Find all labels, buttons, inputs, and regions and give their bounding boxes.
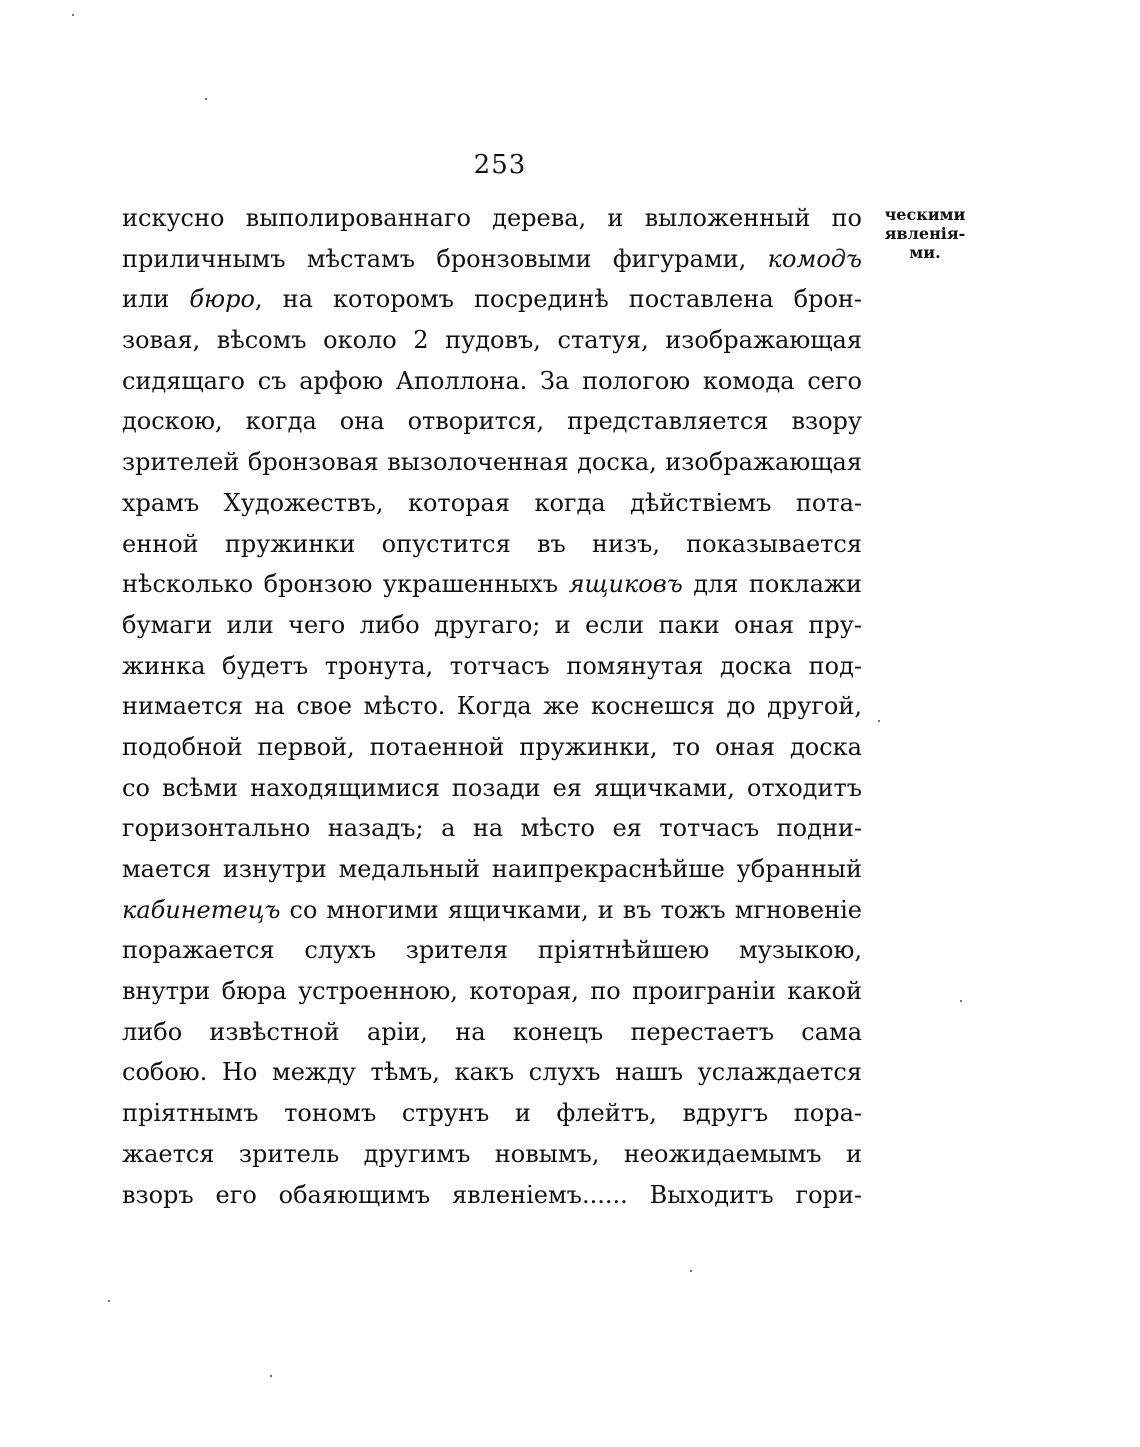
text-segment: поражается слухъ зрителя пріятнѣйшею музыкою, <box>122 936 862 965</box>
text-segment: сидящаго съ арфою Аполлона. За пологою комода сего <box>122 366 862 395</box>
text-segment: взоръ его обаяющимъ явленіемъ...... Выходитъ гори- <box>122 1180 862 1209</box>
text-line <box>122 239 862 280</box>
text-segment: зовая, вѣсомъ около 2 пудовъ, статуя, изображающая <box>122 326 862 355</box>
italic-word: комодъ <box>767 244 862 273</box>
text-line <box>122 727 862 768</box>
text-line <box>122 1175 862 1216</box>
text-line <box>122 401 862 442</box>
text-segment: доскою, когда она отворится, представляется взору <box>122 407 862 436</box>
scan-speck <box>690 1270 692 1272</box>
text-line <box>122 564 862 605</box>
text-segment: , на которомъ посрединѣ поставлена брон- <box>254 285 862 314</box>
text-line <box>122 646 862 687</box>
text-segment: собою. Но между тѣмъ, какъ слухъ нашъ услаждается <box>122 1058 862 1087</box>
scan-speck <box>878 720 880 722</box>
margin-note-line: ми. <box>909 243 941 262</box>
text-line <box>122 930 862 971</box>
italic-word: бюро <box>189 285 255 314</box>
text-segment: искусно выполированнаго дерева, и выложенный по <box>122 204 862 232</box>
text-segment: жинка будетъ тронута, тотчасъ помянутая доска под- <box>122 651 862 680</box>
text-line <box>122 808 862 849</box>
italic-word: ящиковъ <box>568 570 683 599</box>
scan-speck <box>72 14 74 16</box>
body-text <box>122 198 862 1215</box>
text-segment: зрителей бронзовая вызолоченная доска, изображающая <box>122 448 862 477</box>
text-segment: или <box>122 285 190 314</box>
text-segment: приличнымъ мѣстамъ бронзовыми фигурами, <box>122 244 768 273</box>
text-segment: пріятнымъ тономъ струнъ и флейтъ, вдругъ пора- <box>122 1099 862 1128</box>
page-number: 253 <box>473 150 527 180</box>
scan-speck <box>108 1300 110 1302</box>
text-line <box>122 971 862 1012</box>
text-line <box>122 442 862 483</box>
text-segment: енной пружинки опустится въ низъ, показывается <box>122 529 862 558</box>
text-segment: мается изнутри медальный наипрекраснѣйше убранный <box>122 855 862 883</box>
scan-speck <box>205 98 207 100</box>
text-segment: со многими ящичками, и въ тожъ мгновеніе <box>280 895 862 924</box>
text-line <box>122 1093 862 1134</box>
text-line <box>122 279 862 320</box>
text-line <box>122 1012 862 1053</box>
text-line <box>122 686 862 727</box>
text-segment: жается зритель другимъ новымъ, неожидаемымъ и <box>122 1139 862 1168</box>
text-segment: бумаги или чего либо другаго; и если паки оная пру- <box>122 610 862 639</box>
text-line <box>122 1134 862 1175</box>
text-line <box>122 361 862 402</box>
margin-note-line: явленія- <box>884 224 966 243</box>
text-line <box>122 483 862 524</box>
text-segment: горизонтально назадъ; а на мѣсто ея тотчасъ подни- <box>122 814 862 843</box>
text-line <box>122 890 862 931</box>
text-line <box>122 1052 862 1093</box>
text-line <box>122 605 862 646</box>
text-line <box>122 320 862 361</box>
scan-speck <box>960 1000 962 1002</box>
scan-speck <box>270 1375 272 1377</box>
text-segment: подобной первой, потаенной пружинки, то оная доска <box>122 732 862 761</box>
italic-word: кабинетецъ <box>122 895 281 924</box>
text-segment: со всѣми находящимися позади ея ящичками, отходитъ <box>122 773 862 802</box>
margin-note <box>875 205 975 262</box>
text-segment: храмъ Художествъ, которая когда дѣйствіемъ пота- <box>122 488 862 517</box>
text-segment: нимается на свое мѣсто. Когда же коснешся до другой, <box>122 692 862 721</box>
text-segment: нѣсколько бронзою украшенныхъ <box>122 570 569 599</box>
text-line <box>122 768 862 809</box>
text-line <box>122 198 862 239</box>
text-line <box>122 524 862 565</box>
text-segment: либо извѣстной аріи, на конецъ перестаетъ сама <box>122 1017 862 1046</box>
text-line <box>122 849 862 890</box>
text-segment: внутри бюра устроенною, которая, по проиграніи какой <box>122 977 862 1006</box>
margin-note-line: ческими <box>884 205 966 224</box>
text-segment: для поклажи <box>682 570 863 599</box>
